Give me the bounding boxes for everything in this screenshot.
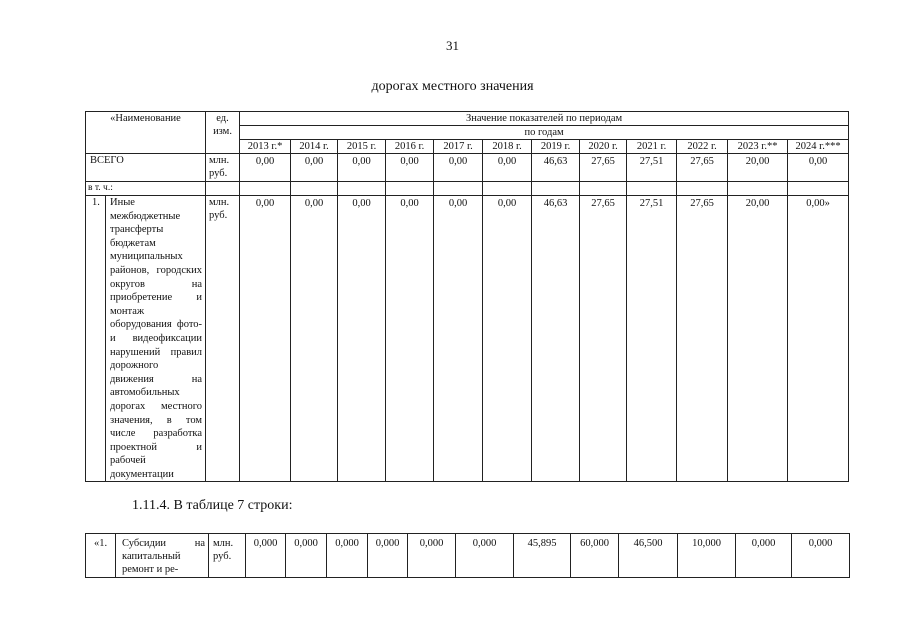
row-name: Субсидии на капитальный ремонт и ре- bbox=[116, 534, 209, 578]
row-index: 1. bbox=[86, 196, 106, 482]
indicators-table bbox=[85, 111, 849, 482]
empty-cell bbox=[338, 182, 386, 196]
value-cell: 10,000 bbox=[678, 534, 736, 578]
value-cell: 60,000 bbox=[571, 534, 619, 578]
value-cell: 0,00» bbox=[788, 196, 849, 482]
table-row-total bbox=[86, 154, 849, 182]
empty-cell bbox=[483, 182, 532, 196]
empty-cell bbox=[291, 182, 338, 196]
year-header: 2016 г. bbox=[386, 140, 434, 154]
value-cell: 27,65 bbox=[580, 154, 627, 182]
empty-cell bbox=[240, 182, 291, 196]
row-unit: млн. руб. bbox=[206, 154, 240, 182]
empty-cell bbox=[206, 182, 240, 196]
empty-cell bbox=[788, 182, 849, 196]
value-cell: 0,000 bbox=[327, 534, 368, 578]
value-cell: 0,00 bbox=[338, 154, 386, 182]
section-heading: дорогах местного значения bbox=[371, 79, 534, 94]
year-header: 2020 г. bbox=[580, 140, 627, 154]
value-cell: 46,63 bbox=[532, 154, 580, 182]
value-cell: 0,00 bbox=[434, 196, 483, 482]
value-cell: 46,500 bbox=[619, 534, 678, 578]
column-header-by-years: по годам bbox=[240, 126, 849, 140]
row-index: «1. bbox=[86, 534, 116, 578]
value-cell: 0,00 bbox=[240, 154, 291, 182]
value-cell: 0,00 bbox=[386, 196, 434, 482]
empty-cell bbox=[386, 182, 434, 196]
value-cell: 27,65 bbox=[677, 196, 728, 482]
value-cell: 0,00 bbox=[240, 196, 291, 482]
value-cell: 0,00 bbox=[788, 154, 849, 182]
row-name: Иные межбюджетные трансферты бюджетам муниципальных районов, городских округов на приобретение и монтаж оборудования фото- и видеофиксации нарушений правил дорожного движения на автомобильных дорогах местного значения, в том числе разработка проектной и рабочей документации bbox=[106, 196, 206, 482]
table-7-excerpt bbox=[85, 533, 850, 578]
empty-cell bbox=[677, 182, 728, 196]
value-cell: 27,65 bbox=[677, 154, 728, 182]
value-cell: 0,000 bbox=[246, 534, 286, 578]
value-cell: 27,65 bbox=[580, 196, 627, 482]
value-cell: 27,51 bbox=[627, 196, 677, 482]
row-unit: млн. руб. bbox=[206, 196, 240, 482]
table-row bbox=[86, 534, 850, 578]
paragraph-text: 1.11.4. В таблице 7 строки: bbox=[132, 498, 293, 513]
year-header: 2024 г.*** bbox=[788, 140, 849, 154]
value-cell: 0,000 bbox=[408, 534, 456, 578]
value-cell: 0,000 bbox=[368, 534, 408, 578]
column-header-unit: ед. изм. bbox=[206, 112, 240, 154]
year-header: 2018 г. bbox=[483, 140, 532, 154]
value-cell: 0,00 bbox=[386, 154, 434, 182]
year-header: 2023 г.** bbox=[728, 140, 788, 154]
row-name-total: ВСЕГО bbox=[86, 154, 206, 182]
empty-cell bbox=[434, 182, 483, 196]
column-header-values: Значение показателей по периодам bbox=[240, 112, 849, 126]
column-header-name: «Наименование bbox=[86, 112, 206, 154]
value-cell: 0,00 bbox=[338, 196, 386, 482]
year-header: 2015 г. bbox=[338, 140, 386, 154]
including-label: в т. ч.: bbox=[86, 182, 206, 196]
value-cell: 45,895 bbox=[514, 534, 571, 578]
year-header: 2021 г. bbox=[627, 140, 677, 154]
table-header-row bbox=[86, 112, 849, 126]
value-cell: 0,00 bbox=[483, 196, 532, 482]
value-cell: 0,00 bbox=[434, 154, 483, 182]
value-cell: 46,63 bbox=[532, 196, 580, 482]
value-cell: 0,00 bbox=[291, 154, 338, 182]
value-cell: 0,00 bbox=[483, 154, 532, 182]
value-cell: 27,51 bbox=[627, 154, 677, 182]
year-header: 2019 г. bbox=[532, 140, 580, 154]
empty-cell bbox=[580, 182, 627, 196]
year-header: 2014 г. bbox=[291, 140, 338, 154]
year-header: 2017 г. bbox=[434, 140, 483, 154]
value-cell: 0,000 bbox=[792, 534, 850, 578]
value-cell: 0,000 bbox=[456, 534, 514, 578]
value-cell: 0,000 bbox=[736, 534, 792, 578]
empty-cell bbox=[532, 182, 580, 196]
year-header: 2013 г.* bbox=[240, 140, 291, 154]
row-unit: млн. руб. bbox=[209, 534, 246, 578]
empty-cell bbox=[627, 182, 677, 196]
value-cell: 20,00 bbox=[728, 196, 788, 482]
page-number: 31 bbox=[446, 38, 459, 53]
value-cell: 0,000 bbox=[286, 534, 327, 578]
year-header: 2022 г. bbox=[677, 140, 728, 154]
table-row-including bbox=[86, 182, 849, 196]
empty-cell bbox=[728, 182, 788, 196]
value-cell: 0,00 bbox=[291, 196, 338, 482]
table-row-item bbox=[86, 196, 849, 482]
value-cell: 20,00 bbox=[728, 154, 788, 182]
